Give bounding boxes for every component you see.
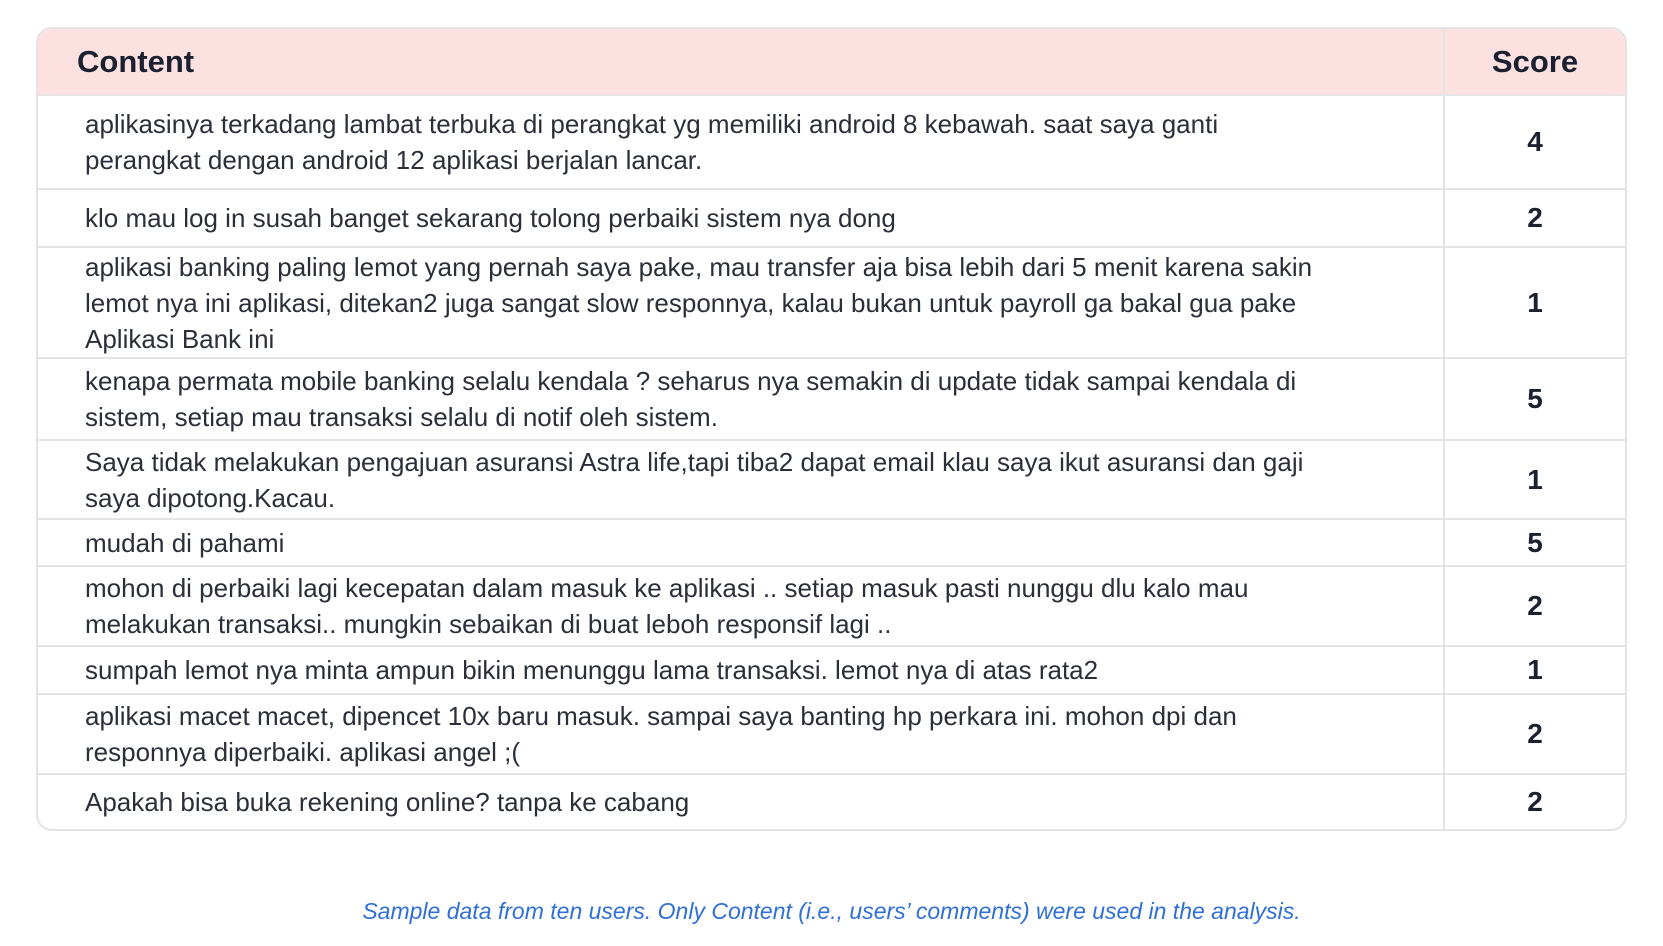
score-cell: 4	[1444, 95, 1625, 189]
score-cell: 2	[1444, 189, 1625, 247]
content-cell: Saya tidak melakukan pengajuan asuransi Astra life,tapi tiba2 dapat email klau saya ikut asuransi dan gaji saya dipotong.Kacau.	[38, 440, 1444, 519]
score-cell: 2	[1444, 566, 1625, 646]
content-cell: mohon di perbaiki lagi kecepatan dalam masuk ke aplikasi .. setiap masuk pasti nunggu dlu kalo mau melakukan transaksi.. mungkin sebaikan di buat leboh responsif lagi ..	[38, 566, 1444, 646]
score-cell: 5	[1444, 358, 1625, 440]
score-cell: 5	[1444, 519, 1625, 566]
reviews-table-container	[36, 27, 1627, 831]
table-row	[38, 95, 1625, 189]
table-row	[38, 646, 1625, 694]
reviews-table	[38, 29, 1625, 829]
table-row	[38, 440, 1625, 519]
content-cell: aplikasi banking paling lemot yang pernah saya pake, mau transfer aja bisa lebih dari 5 menit karena sakin lemot nya ini aplikasi, ditekan2 juga sangat slow responnya, kalau bukan untuk payroll ga bakal gua pake Aplikasi Bank ini	[38, 247, 1444, 358]
score-cell: 1	[1444, 646, 1625, 694]
score-column-header: Score	[1444, 29, 1625, 95]
score-cell: 1	[1444, 247, 1625, 358]
score-cell: 1	[1444, 440, 1625, 519]
table-row	[38, 566, 1625, 646]
table-row	[38, 189, 1625, 247]
content-cell: sumpah lemot nya minta ampun bikin menunggu lama transaksi. lemot nya di atas rata2	[38, 646, 1444, 694]
content-cell: mudah di pahami	[38, 519, 1444, 566]
score-cell: 2	[1444, 694, 1625, 774]
content-cell: aplikasi macet macet, dipencet 10x baru masuk. sampai saya banting hp perkara ini. mohon dpi dan responnya diperbaiki. aplikasi angel ;(	[38, 694, 1444, 774]
table-row	[38, 694, 1625, 774]
content-cell: Apakah bisa buka rekening online? tanpa ke cabang	[85, 787, 690, 817]
content-column-header: Content	[38, 29, 1444, 95]
table-row	[38, 247, 1625, 358]
table-header-row	[38, 29, 1625, 95]
content-cell: klo mau log in susah banget sekarang tolong perbaiki sistem nya dong	[38, 189, 1444, 247]
score-cell: 2	[1444, 774, 1625, 829]
content-cell: kenapa permata mobile banking selalu kendala ? seharus nya semakin di update tidak sampai kendala di sistem, setiap mau transaksi selalu di notif oleh sistem.	[38, 358, 1444, 440]
content-cell: aplikasinya terkadang lambat terbuka di perangkat yg memiliki android 8 kebawah. saat saya ganti perangkat dengan android 12 aplikasi berjalan lancar.	[38, 95, 1444, 189]
table-row	[38, 519, 1625, 566]
table-row	[38, 774, 1625, 829]
table-caption: Sample data from ten users. Only Content (i.e., users’ comments) were used in the analysis.	[362, 898, 1301, 924]
table-row	[38, 358, 1625, 440]
